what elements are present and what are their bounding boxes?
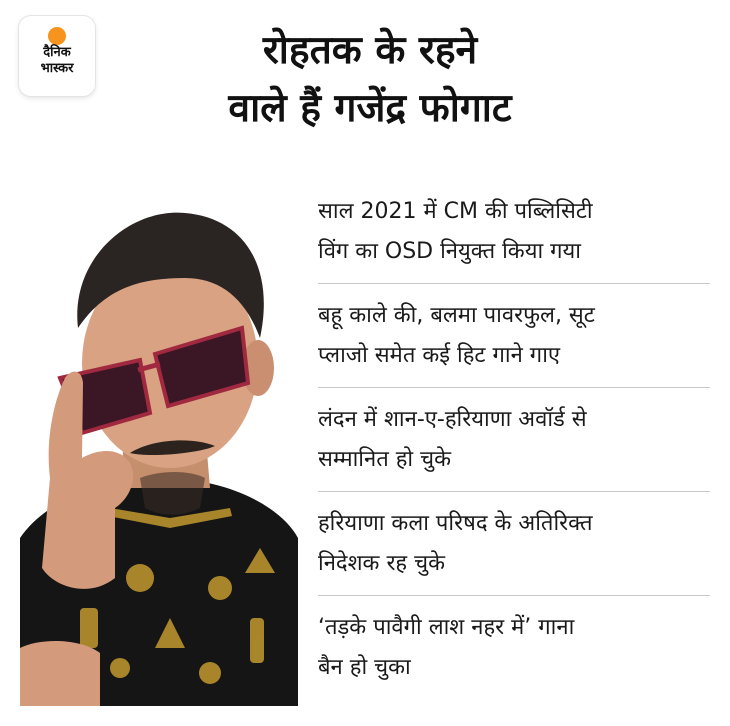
sun-icon [48, 27, 66, 45]
headline-line-2: वाले हैं गजेंद्र फोगाट [228, 86, 512, 131]
fact-line: विंग का OSD नियुक्त किया गया [318, 239, 581, 264]
logo-line-2: भास्कर [40, 61, 74, 76]
headline [110, 22, 630, 138]
facts-list [318, 180, 710, 700]
logo-line-1: दैनिक [43, 45, 71, 60]
fact-item [318, 284, 710, 388]
fact-line: हरियाणा कला परिषद के अतिरिक्त [318, 511, 593, 536]
dainik-bhaskar-logo [19, 16, 95, 96]
fact-line: प्लाजो समेत कई हिट गाने गाए [318, 343, 561, 368]
fact-line: बैन हो चुका [318, 655, 411, 680]
portrait-photo [20, 178, 298, 706]
fact-line: सम्मानित हो चुके [318, 447, 451, 472]
fact-item [318, 596, 710, 700]
fact-item [318, 180, 710, 284]
fact-line: लंदन में शान-ए-हरियाणा अवॉर्ड से [318, 407, 587, 432]
fact-line: ‘तड़के पावैगी लाश नहर में’ गाना [318, 615, 575, 640]
fact-line: बहू काले की, बलमा पावरफुल, सूट [318, 303, 595, 328]
headline-line-1: रोहतक के रहने [262, 28, 478, 73]
fact-line: निदेशक रह चुके [318, 551, 445, 576]
fact-item [318, 388, 710, 492]
fact-line: साल 2021 में CM की पब्लिसिटी [318, 199, 593, 224]
fact-item [318, 492, 710, 596]
